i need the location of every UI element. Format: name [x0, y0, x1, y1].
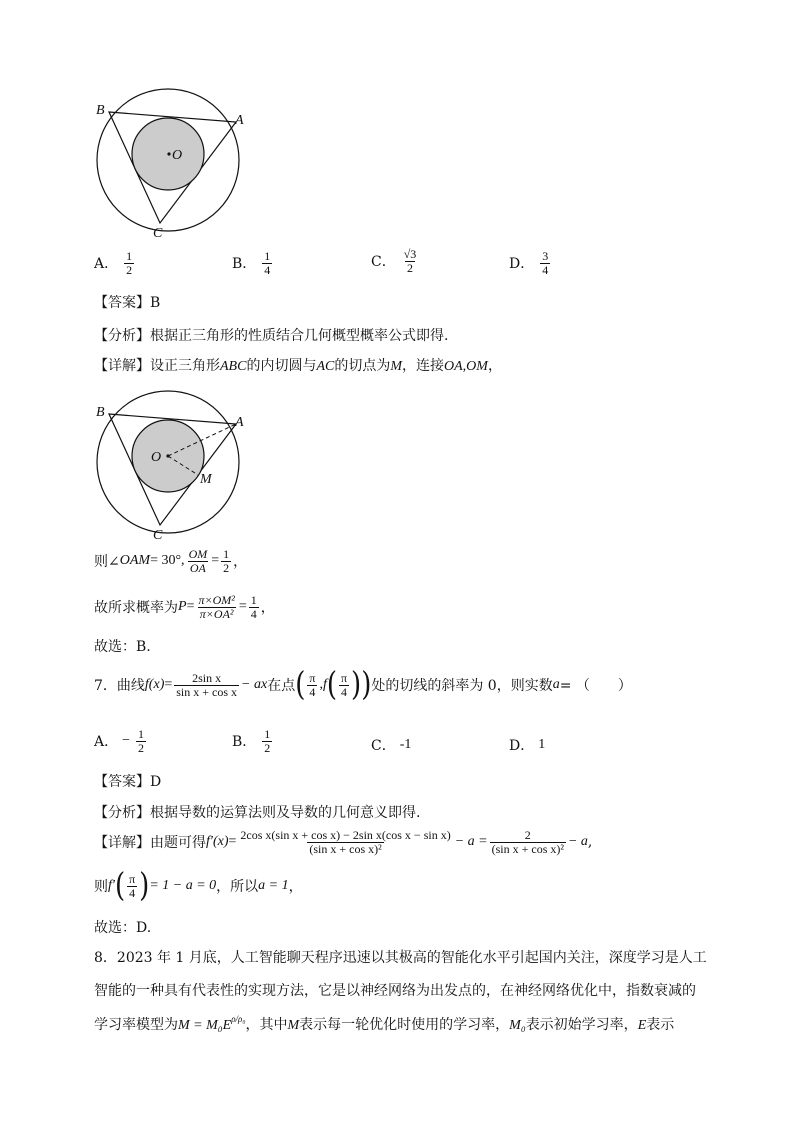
math-eq: =: [186, 599, 195, 615]
paren-open: (: [114, 867, 126, 905]
q7-option-b: [232, 728, 274, 754]
answer-tag: 【答案】: [94, 295, 150, 311]
math-m0: M₀: [509, 1018, 526, 1033]
math-minus-a: − a: [567, 834, 588, 850]
q7-option-c: [371, 735, 411, 755]
q7-choose: 故选：D.: [94, 920, 152, 936]
option-letter: A．: [94, 256, 119, 273]
line-text: 表示: [646, 1017, 675, 1033]
line-text: ,: [587, 834, 593, 851]
math-m: M: [390, 359, 403, 374]
q7-option-a: [94, 728, 148, 754]
center-point: [166, 454, 169, 457]
q7-line-result: [94, 867, 303, 905]
line-text: 表示初始学习率，: [525, 1017, 638, 1033]
paren-open: (: [326, 666, 337, 704]
q8-line-2: 智能的一种具有代表性的实现方法，它是以神经网络为出发点的，在神经网络优化中，指数衰减的: [94, 983, 696, 999]
math-ac: AC: [316, 359, 335, 374]
detail-text: 的内切圆与: [246, 358, 317, 374]
detail-tag: 【详解】: [94, 358, 150, 374]
q6-line-angle: [94, 548, 247, 574]
line-text: 则: [94, 879, 108, 896]
fraction-area-ratio: $\frac{\text{π×OM²}}{\text{π×OA²}}$: [198, 593, 235, 621]
option-fraction: $\frac{1}{2}$: [126, 249, 133, 277]
center-point: [167, 152, 170, 155]
math-p: P: [178, 599, 187, 615]
answer-value: B: [150, 295, 161, 311]
q6-option-c: [371, 248, 420, 274]
option-fraction: $\frac{1}{4}$: [264, 249, 271, 277]
line-text: ，其中: [245, 1017, 288, 1033]
answer-value: D: [150, 774, 162, 790]
math-equation: = 1 − a = 0: [149, 878, 217, 894]
math-eq: =: [228, 834, 237, 850]
option-letter: D．: [509, 256, 535, 273]
fraction-function: $\frac{\text{2sin x}}{\text{sin x + cos x}}$: [176, 671, 238, 699]
figure-incircle-2: [90, 384, 250, 544]
math-minus-a: − a =: [454, 834, 488, 850]
analysis-text: 根据正三角形的性质结合几何概型概率公式即得.: [150, 328, 449, 344]
math-f: f: [322, 677, 327, 693]
analysis-tag: 【分析】: [94, 328, 150, 344]
label-o: O: [151, 450, 162, 465]
label-m: M: [200, 472, 212, 487]
math-a-value: a = 1: [258, 878, 289, 894]
line-text: ，: [260, 600, 275, 617]
label-a: A: [235, 113, 244, 128]
fraction-simplified: $\frac{2}{\text{(sin x + cos x)²}}$: [491, 828, 564, 856]
analysis-tag: 【分析】: [94, 805, 150, 821]
line-text: ，所以: [216, 879, 259, 896]
detail-text: 的切点为: [334, 358, 391, 374]
math-eq: = 30°,: [150, 553, 185, 569]
math-fprime: f′: [108, 878, 115, 894]
paren-close: ): [139, 867, 150, 905]
math-fprime: f′(x): [206, 834, 229, 850]
math-eq: =: [164, 677, 173, 693]
fraction-pi-4: $\frac{\pi}{4}$: [340, 671, 348, 699]
paren-open: (: [295, 666, 306, 704]
option-fraction: $\frac{1}{2}$: [138, 727, 145, 755]
fraction-quarter: $\frac{1}{4}$: [250, 593, 257, 621]
q7-option-d: [509, 735, 545, 755]
figure-incircle-1: [90, 82, 250, 242]
fraction-half: $\frac{1}{2}$: [223, 547, 230, 575]
math-m: M: [287, 1018, 300, 1033]
label-b: B: [96, 103, 105, 118]
question-number: 7．曲线: [94, 678, 145, 695]
paren-close: ): [351, 666, 362, 704]
detail-text: ，: [487, 358, 502, 374]
line-text: ，: [233, 554, 248, 571]
option-sign: −: [122, 733, 131, 749]
math-eq: =: [238, 599, 247, 615]
option-letter: A．: [94, 734, 119, 751]
math-formula: M = M₀E: [178, 1018, 232, 1033]
label-a: A: [235, 415, 244, 430]
answer-tag: 【答案】: [94, 774, 150, 790]
q7-stem: [94, 666, 632, 704]
analysis-text: 根据导数的运算法则及导数的几何意义即得.: [150, 805, 421, 821]
math-fx: f(x): [144, 677, 165, 693]
math-exponent: ρ/ρ₀: [231, 1014, 246, 1024]
fraction-om-oa: $\frac{OM}{OA}$: [188, 547, 208, 575]
option-fraction: $\frac{1}{2}$: [264, 727, 271, 755]
q7-answer: [94, 771, 161, 791]
math-a: a: [552, 677, 560, 693]
q6-line-probability: [94, 594, 275, 620]
option-letter: C．: [371, 254, 396, 271]
math-eq: =: [211, 553, 220, 569]
line-text: ，: [288, 879, 303, 896]
math-oam: OAM: [119, 553, 151, 569]
line-text: 学习率模型为: [94, 1017, 178, 1033]
line-text: 表示每一轮优化时使用的学习率，: [299, 1017, 510, 1033]
q8-line-1: 8．2023 年 1 月底，人工智能聊天程序迅速以其极高的智能化水平引起国内关注，深度学习是人工: [94, 950, 707, 966]
detail-text: 设正三角形: [150, 358, 220, 374]
detail-text: ，连接: [402, 358, 445, 374]
fraction-pi-4: $\frac{\pi}{4}$: [309, 671, 316, 699]
math-oa-om: OA,OM: [444, 359, 488, 374]
line-text: 则∠: [94, 554, 120, 571]
option-letter: D．: [509, 738, 535, 754]
option-fraction: $\frac{3}{4}$: [542, 249, 549, 277]
q6-detail: [94, 355, 502, 375]
q6-choose: 故选：B.: [94, 639, 151, 655]
line-text: 故所求概率为: [94, 600, 178, 617]
line-text: 在点: [267, 678, 296, 695]
fraction-pi-4: $\frac{\pi}{4}$: [129, 872, 136, 900]
label-c: C: [153, 528, 163, 543]
q8-line-3: [94, 1014, 674, 1034]
line-text: = （ ）: [559, 678, 632, 695]
fraction-derivative: $\frac{\text{2cos x(sin x + cos x) − 2sin x(cos x − sin x)}}{\text{(sin x + cos x)²}}$: [240, 828, 451, 856]
math-e: E: [637, 1018, 647, 1033]
label-b: B: [96, 405, 105, 420]
q7-analysis: [94, 802, 420, 822]
detail-text: 由题可得: [150, 835, 206, 852]
option-letter: B．: [232, 256, 257, 273]
label-o: O: [172, 148, 183, 163]
paren-close: ): [361, 666, 372, 704]
detail-tag: 【详解】: [94, 835, 150, 852]
option-letter: B．: [232, 734, 257, 751]
option-letter: C．: [371, 738, 396, 754]
option-fraction: $\frac{√3}{2}$: [403, 247, 417, 275]
q6-option-b: [232, 250, 274, 276]
q6-analysis: [94, 325, 448, 345]
q6-answer: [94, 292, 160, 312]
math-abc: ABC: [220, 359, 247, 374]
math-ax: − ax: [241, 677, 268, 693]
option-value: -1: [399, 737, 412, 752]
math-comma: ,: [319, 677, 323, 693]
q6-option-d: [509, 250, 552, 276]
option-value: 1: [538, 737, 546, 752]
q6-option-a: [94, 250, 136, 276]
q7-detail: [94, 829, 592, 855]
line-text: 处的切线的斜率为 0，则实数: [371, 678, 553, 695]
label-c: C: [153, 226, 163, 241]
